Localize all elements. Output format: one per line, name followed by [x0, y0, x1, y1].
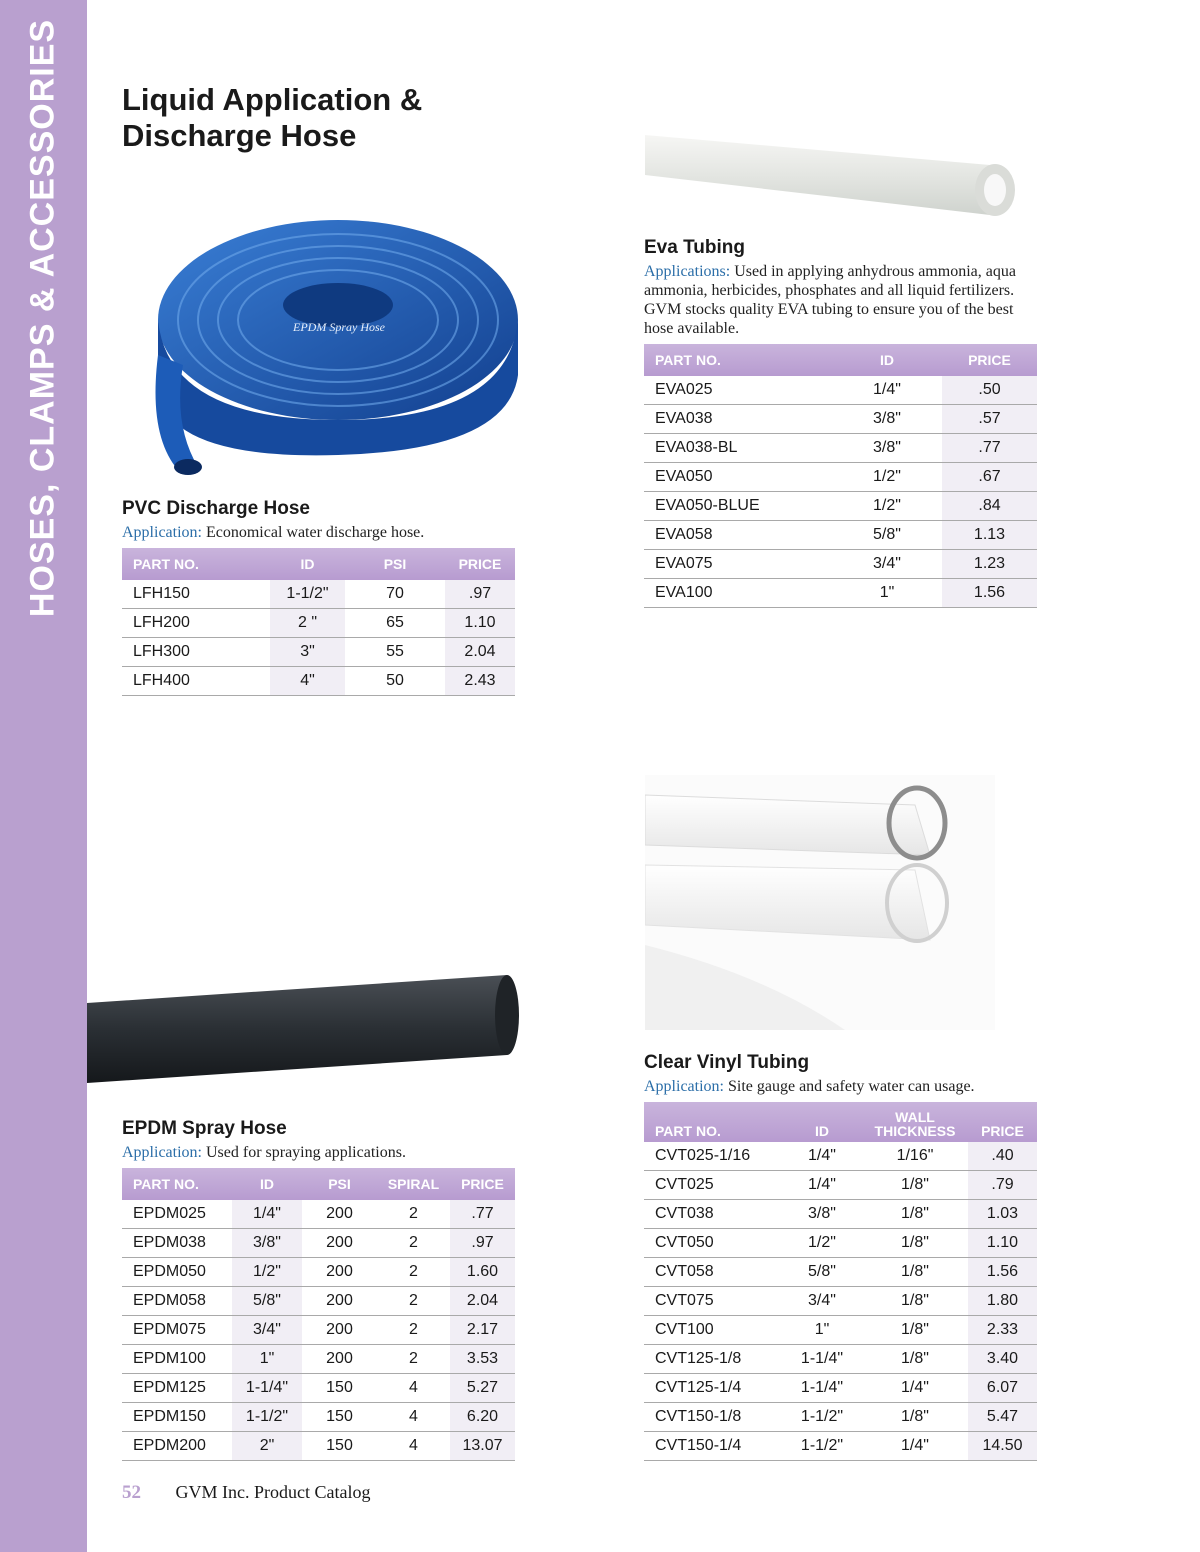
price: 6.20	[450, 1403, 515, 1432]
pvc-title: PVC Discharge Hose	[122, 498, 310, 519]
inner-diameter: 1-1/2"	[782, 1432, 862, 1461]
price: .97	[445, 580, 515, 609]
price: 13.07	[450, 1432, 515, 1461]
table-row	[644, 1287, 1037, 1316]
inner-diameter: 1/2"	[832, 492, 942, 521]
vinyl-description	[644, 1077, 1037, 1096]
inner-diameter: 1/4"	[782, 1171, 862, 1200]
price: 1.80	[968, 1287, 1037, 1316]
spiral: 2	[377, 1200, 450, 1229]
part-number: EVA050	[644, 463, 832, 492]
table-header-row	[644, 344, 1037, 376]
inner-diameter: 1-1/2"	[270, 580, 345, 609]
table-row	[122, 1287, 515, 1316]
psi: 200	[302, 1345, 377, 1374]
sidebar-label: HOSES, CLAMPS & ACCESSORIES	[23, 18, 62, 618]
inner-diameter: 1/2"	[232, 1258, 302, 1287]
eva-tubing-image	[645, 130, 1025, 220]
inner-diameter: 1/4"	[782, 1142, 862, 1171]
part-number: CVT100	[644, 1316, 782, 1345]
price: 2.17	[450, 1316, 515, 1345]
part-number: CVT038	[644, 1200, 782, 1229]
table-header-row	[122, 548, 515, 580]
table-row	[644, 1171, 1037, 1200]
inner-diameter: 3/4"	[232, 1316, 302, 1345]
col-header: ID	[270, 548, 345, 580]
col-header: WALL THICKNESS	[862, 1102, 968, 1142]
wall-thickness: 1/16"	[862, 1142, 968, 1171]
eva-table	[644, 344, 1037, 608]
table-row	[644, 550, 1037, 579]
inner-diameter: 1-1/4"	[232, 1374, 302, 1403]
table-row	[122, 1258, 515, 1287]
part-number: EVA075	[644, 550, 832, 579]
part-number: EVA025	[644, 376, 832, 405]
part-number: CVT058	[644, 1258, 782, 1287]
spiral: 4	[377, 1374, 450, 1403]
inner-diameter: 1/4"	[832, 376, 942, 405]
price: 1.60	[450, 1258, 515, 1287]
part-number: LFH400	[122, 667, 270, 696]
price: .77	[450, 1200, 515, 1229]
part-number: EVA058	[644, 521, 832, 550]
col-header: PSI	[345, 548, 445, 580]
wall-thickness: 1/8"	[862, 1200, 968, 1229]
col-header: ID	[232, 1168, 302, 1200]
psi: 65	[345, 609, 445, 638]
table-row	[644, 579, 1037, 608]
page-title-line-2: Discharge Hose	[122, 118, 357, 153]
vinyl-section	[644, 1051, 1037, 1461]
table-row	[122, 667, 515, 696]
table-row	[122, 580, 515, 609]
pvc-image-caption: EPDM Spray Hose	[293, 320, 385, 334]
part-number: CVT150-1/8	[644, 1403, 782, 1432]
psi: 55	[345, 638, 445, 667]
table-row	[644, 492, 1037, 521]
inner-diameter: 1-1/2"	[232, 1403, 302, 1432]
part-number: EVA100	[644, 579, 832, 608]
vinyl-tubing-image	[645, 775, 995, 1030]
page-number: 52	[122, 1482, 141, 1503]
pvc-section	[122, 497, 515, 696]
table-row	[644, 1142, 1037, 1171]
spiral: 4	[377, 1403, 450, 1432]
part-number: EPDM050	[122, 1258, 232, 1287]
price: 2.43	[445, 667, 515, 696]
table-row	[644, 1258, 1037, 1287]
spiral: 2	[377, 1229, 450, 1258]
inner-diameter: 1"	[782, 1316, 862, 1345]
inner-diameter: 1/2"	[832, 463, 942, 492]
part-number: CVT150-1/4	[644, 1432, 782, 1461]
epdm-desc-label: Application:	[122, 1144, 202, 1161]
epdm-description	[122, 1143, 515, 1162]
pvc-desc-text: Economical water discharge hose.	[201, 524, 425, 541]
price: .50	[942, 376, 1037, 405]
page-title-line-1: Liquid Application &	[122, 82, 423, 117]
table-row	[644, 521, 1037, 550]
eva-desc-text: Used in applying anhydrous ammonia, aqua ammonia, herbicides, phosphates and all liquid fertilizers. GVM stocks quality EVA tubing to ensure you of the best hose available.	[644, 263, 1016, 337]
table-row	[122, 638, 515, 667]
eva-desc-label: Applications:	[644, 263, 731, 280]
inner-diameter: 3/8"	[832, 434, 942, 463]
price: 1.56	[942, 579, 1037, 608]
inner-diameter: 3/8"	[232, 1229, 302, 1258]
col-header: SPIRAL	[377, 1168, 450, 1200]
price: 1.03	[968, 1200, 1037, 1229]
price: 5.47	[968, 1403, 1037, 1432]
price: .40	[968, 1142, 1037, 1171]
pvc-hose-image	[138, 205, 523, 480]
spiral: 2	[377, 1258, 450, 1287]
epdm-table	[122, 1168, 515, 1461]
vinyl-title: Clear Vinyl Tubing	[644, 1052, 810, 1073]
part-number: CVT025-1/16	[644, 1142, 782, 1171]
epdm-section	[122, 1117, 515, 1461]
pvc-table	[122, 548, 515, 696]
table-row	[644, 463, 1037, 492]
spiral: 2	[377, 1316, 450, 1345]
table-row	[644, 1432, 1037, 1461]
table-row	[644, 405, 1037, 434]
part-number: EPDM125	[122, 1374, 232, 1403]
inner-diameter: 1-1/4"	[782, 1345, 862, 1374]
part-number: CVT125-1/4	[644, 1374, 782, 1403]
psi: 150	[302, 1374, 377, 1403]
inner-diameter: 1-1/2"	[782, 1403, 862, 1432]
col-header: PART NO.	[644, 1102, 782, 1142]
part-number: CVT050	[644, 1229, 782, 1258]
col-header: PRICE	[450, 1168, 515, 1200]
table-row	[122, 609, 515, 638]
inner-diameter: 3/4"	[782, 1287, 862, 1316]
col-header: PRICE	[942, 344, 1037, 376]
col-header: PART NO.	[122, 1168, 232, 1200]
part-number: EPDM150	[122, 1403, 232, 1432]
table-row	[122, 1229, 515, 1258]
inner-diameter: 1/4"	[232, 1200, 302, 1229]
psi: 200	[302, 1200, 377, 1229]
table-row	[644, 434, 1037, 463]
table-row	[644, 1374, 1037, 1403]
vinyl-desc-label: Application:	[644, 1078, 724, 1095]
epdm-desc-text: Used for spraying applications.	[201, 1144, 406, 1161]
price: 1.56	[968, 1258, 1037, 1287]
part-number: CVT125-1/8	[644, 1345, 782, 1374]
part-number: EPDM025	[122, 1200, 232, 1229]
wall-thickness: 1/8"	[862, 1345, 968, 1374]
price: 5.27	[450, 1374, 515, 1403]
vinyl-desc-text: Site gauge and safety water can usage.	[723, 1078, 975, 1095]
psi: 200	[302, 1229, 377, 1258]
footer-text: GVM Inc. Product Catalog	[175, 1482, 371, 1502]
page-footer	[122, 1482, 370, 1504]
table-header-row	[122, 1168, 515, 1200]
part-number: EVA038	[644, 405, 832, 434]
part-number: EPDM075	[122, 1316, 232, 1345]
wall-thickness: 1/4"	[862, 1374, 968, 1403]
table-row	[644, 1200, 1037, 1229]
eva-title: Eva Tubing	[644, 237, 745, 258]
pvc-description	[122, 523, 515, 542]
table-row	[644, 1229, 1037, 1258]
psi: 150	[302, 1432, 377, 1461]
price: .79	[968, 1171, 1037, 1200]
table-row	[122, 1345, 515, 1374]
part-number: LFH200	[122, 609, 270, 638]
col-header: PRICE	[445, 548, 515, 580]
spiral: 2	[377, 1287, 450, 1316]
inner-diameter: 5/8"	[232, 1287, 302, 1316]
epdm-title: EPDM Spray Hose	[122, 1118, 287, 1139]
col-header: PART NO.	[644, 344, 832, 376]
inner-diameter: 5/8"	[832, 521, 942, 550]
inner-diameter: 3/8"	[832, 405, 942, 434]
table-header-row	[644, 1102, 1037, 1142]
price: 1.13	[942, 521, 1037, 550]
psi: 200	[302, 1258, 377, 1287]
pvc-desc-label: Application:	[122, 524, 202, 541]
price: 3.40	[968, 1345, 1037, 1374]
wall-thickness: 1/8"	[862, 1316, 968, 1345]
col-header: PRICE	[968, 1102, 1037, 1142]
inner-diameter: 5/8"	[782, 1258, 862, 1287]
price: 2.04	[450, 1287, 515, 1316]
psi: 200	[302, 1287, 377, 1316]
inner-diameter: 1/2"	[782, 1229, 862, 1258]
price: 1.23	[942, 550, 1037, 579]
col-header: ID	[832, 344, 942, 376]
part-number: EPDM100	[122, 1345, 232, 1374]
part-number: EVA038-BL	[644, 434, 832, 463]
part-number: EPDM200	[122, 1432, 232, 1461]
price: .84	[942, 492, 1037, 521]
part-number: LFH150	[122, 580, 270, 609]
inner-diameter: 1"	[232, 1345, 302, 1374]
price: .67	[942, 463, 1037, 492]
psi: 150	[302, 1403, 377, 1432]
part-number: EPDM058	[122, 1287, 232, 1316]
price: 3.53	[450, 1345, 515, 1374]
page-title	[122, 82, 422, 154]
inner-diameter: 2 "	[270, 609, 345, 638]
inner-diameter: 1-1/4"	[782, 1374, 862, 1403]
table-row	[122, 1432, 515, 1461]
wall-thickness: 1/8"	[862, 1258, 968, 1287]
price: 1.10	[968, 1229, 1037, 1258]
table-row	[122, 1200, 515, 1229]
part-number: LFH300	[122, 638, 270, 667]
epdm-hose-image	[87, 975, 532, 1085]
psi: 70	[345, 580, 445, 609]
price: .97	[450, 1229, 515, 1258]
inner-diameter: 3/8"	[782, 1200, 862, 1229]
col-header: ID	[782, 1102, 862, 1142]
price: 2.04	[445, 638, 515, 667]
inner-diameter: 3/4"	[832, 550, 942, 579]
price: .57	[942, 405, 1037, 434]
eva-section	[644, 236, 1039, 608]
table-row	[644, 376, 1037, 405]
wall-thickness: 1/8"	[862, 1287, 968, 1316]
part-number: EVA050-BLUE	[644, 492, 832, 521]
inner-diameter: 3"	[270, 638, 345, 667]
table-row	[644, 1403, 1037, 1432]
price: 1.10	[445, 609, 515, 638]
table-row	[122, 1403, 515, 1432]
col-header: PSI	[302, 1168, 377, 1200]
inner-diameter: 4"	[270, 667, 345, 696]
part-number: CVT025	[644, 1171, 782, 1200]
price: .77	[942, 434, 1037, 463]
table-row	[122, 1316, 515, 1345]
part-number: CVT075	[644, 1287, 782, 1316]
price: 14.50	[968, 1432, 1037, 1461]
spiral: 4	[377, 1432, 450, 1461]
col-header: PART NO.	[122, 548, 270, 580]
wall-thickness: 1/8"	[862, 1171, 968, 1200]
wall-thickness: 1/8"	[862, 1403, 968, 1432]
psi: 200	[302, 1316, 377, 1345]
price: 2.33	[968, 1316, 1037, 1345]
inner-diameter: 2"	[232, 1432, 302, 1461]
table-row	[644, 1345, 1037, 1374]
eva-description	[644, 262, 1039, 338]
table-row	[644, 1316, 1037, 1345]
psi: 50	[345, 667, 445, 696]
vinyl-table	[644, 1102, 1037, 1461]
wall-thickness: 1/4"	[862, 1432, 968, 1461]
sidebar	[0, 0, 87, 1552]
wall-thickness: 1/8"	[862, 1229, 968, 1258]
spiral: 2	[377, 1345, 450, 1374]
inner-diameter: 1"	[832, 579, 942, 608]
price: 6.07	[968, 1374, 1037, 1403]
part-number: EPDM038	[122, 1229, 232, 1258]
table-row	[122, 1374, 515, 1403]
